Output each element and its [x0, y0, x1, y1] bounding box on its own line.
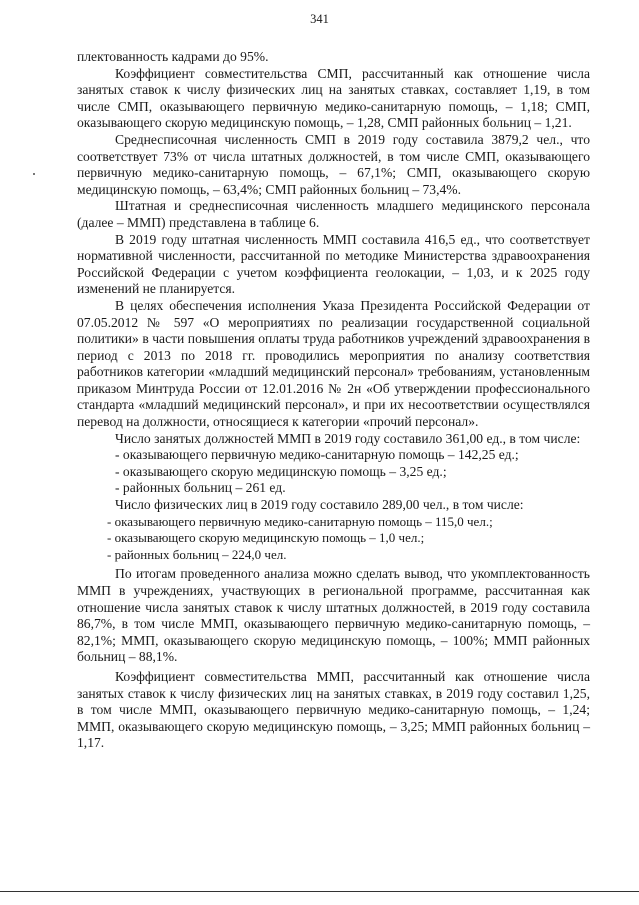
paragraph-smp-average-headcount: Среднесписочная численность СМП в 2019 году составила 3879,2 чел., что соответствует 73% от числа штатных должностей, в том числе СМП, оказывающего первичную медико-санитарную помощь, – 67,1%; СМП, оказывающего скорую медицинскую помощь, – 63,4%; СМП районных больниц – 73,4%. — [77, 131, 590, 197]
paragraph-mmp-combination-ratio: Коэффициент совместительства ММП, рассчитанный как отношение числа занятых ставок к числу физических лиц на занятых ставках, в 2019 году составил 1,25, в том числе ММП, оказывающего первичную медико-санитарную помощь, – 1,24; ММП, оказывающего скорую медицинскую помощь, – 3,25; ММП районных больниц – 1,17. — [77, 668, 590, 751]
paragraph-mmp-individuals: Число физических лиц в 2019 году составило 289,00 чел., в том числе: — [115, 497, 524, 513]
document-body — [77, 49, 590, 752]
list-item: - оказывающего скорую медицинскую помощь – 1,0 чел.; — [107, 530, 425, 546]
list-item: - районных больниц – 261 ед. — [115, 480, 286, 496]
paragraph-continuation: плектованность кадрами до 95%. — [77, 49, 269, 64]
paragraph-mmp-occupied-positions: Число занятых должностей ММП в 2019 году составило 361,00 ед., в том числе: — [115, 430, 581, 446]
scan-speck — [33, 173, 35, 175]
paragraph-decree-597: В целях обеспечения исполнения Указа Президента Российской Федерации от 07.05.2012 № 597 «О мероприятиях по реализации государственной социальной политики» в части повышения оплаты труда работников учреждений здравоохранения в период с 2013 по 2018 гг. проводились мероприятия по анализу соответствия работников категории «младший медицинский персонал» требованиям, установленным приказом Минтруда России от 12.01.2016 № 2н «Об утверждении профессионального стандарта «младший медицинский персонал», и при их несоответствии осуществлялся перевод на должности, относящиеся к категории «прочий персонал». — [77, 297, 590, 430]
paragraph-smp-combination-ratio: Коэффициент совместительства СМП, рассчитанный как отношение числа занятых ставок к числу физических лиц на занятых ставках, составляет 1,19, в том числе СМП, оказывающего первичную медико-санитарную помощь, – 1,18; СМП, оказывающего скорую медицинскую помощь, – 1,28, СМП районных больниц – 1,21. — [77, 65, 590, 131]
list-item: - оказывающего первичную медико-санитарную помощь – 115,0 чел.; — [107, 513, 493, 529]
list-item: - оказывающего скорую медицинскую помощь – 3,25 ед.; — [115, 463, 447, 479]
paragraph-mmp-staffing-level: По итогам проведенного анализа можно сделать вывод, что укомплектованность ММП в учреждениях, участвующих в региональной программе, рассчитанная как отношение числа занятых ставок к числу штатных должностей, в 2019 году составила 86,7%, в том числе ММП, оказывающего первичную медико-санитарную помощь, – 82,1%; ММП, оказывающего скорую медицинскую помощь, – 100%; ММП районных больниц – 88,1%. — [77, 566, 590, 665]
paragraph-mmp-staffing: В 2019 году штатная численность ММП составила 416,5 ед., что соответствует нормативной численности, рассчитанной по методике Министерства здравоохранения Российской Федерации с учетом коэффициента геолокации, – 1,03, и к 2025 году изменений не планируется. — [77, 231, 590, 297]
list-item: - оказывающего первичную медико-санитарную помощь – 142,25 ед.; — [115, 447, 519, 463]
list-item: - районных больниц – 224,0 чел. — [107, 546, 287, 562]
paragraph-mmp-intro: Штатная и среднесписочная численность младшего медицинского персонала (далее – ММП) представлена в таблице 6. — [77, 198, 590, 230]
page-bottom-divider — [0, 891, 639, 892]
page-number: 341 — [310, 12, 329, 26]
